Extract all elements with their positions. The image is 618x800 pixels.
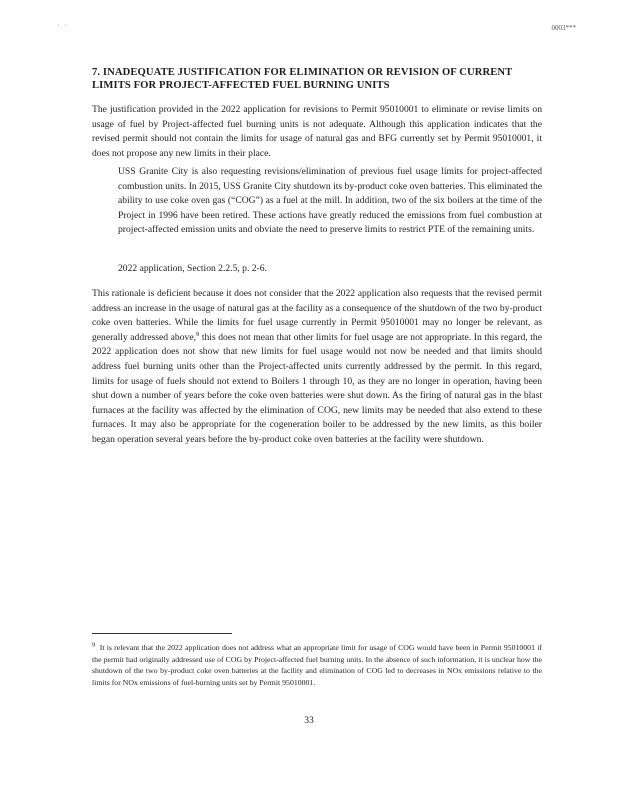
footnote bbox=[92, 642, 542, 688]
body-paragraph-1: The justification provided in the 2022 application for revisions to Permit 95010001 to eliminate or revise limits on usage of fuel by Project-affected fuel burning units is not adequate. Although this application indicates that the revised permit should not contain the limits for usage of natural gas and BFG currently set by Permit 95010001, it does not propose any new limits in their place. bbox=[92, 104, 542, 159]
body-paragraph-2 bbox=[92, 287, 542, 448]
footnote-divider bbox=[92, 633, 232, 634]
bates-number: 0003*** bbox=[551, 24, 576, 32]
footnote-text: It is relevant that the 2022 application does not address what an appropriate limit for usage of COG would have been in Permit 95010001 if the permit had originally addressed use of COG by Project-affected fuel burning units. In the absence of such information, it is unclear how the shutdown of the two by-product coke oven batteries at the facility and elimination of COG led to decreases in NOx emissions relative to the limits for NOx emissions of fuel-burning units set by Permit 95010001. bbox=[92, 643, 542, 687]
footnote-reference: 9 bbox=[195, 330, 200, 338]
block-quote: USS Granite City is also requesting revisions/elimination of previous fuel usage limits for project-affected combustion units. In 2015, USS Granite City shutdown its by-product coke oven batteries. This eliminated the ability to use coke oven gas (“COG”) as a fuel at the mill. In addition, two of the six boilers at the time of the Project in 1996 have been retired. These actions have greatly reduced the emissions from fuel combustion at project-affected emission units and obviate the need to preserve limits to restrict PTE of the remaining units. bbox=[118, 166, 542, 236]
corner-mark: ' ' bbox=[58, 24, 68, 30]
quote-citation: 2022 application, Section 2.2.5, p. 2-6. bbox=[118, 263, 267, 274]
section-heading: 7. INADEQUATE JUSTIFICATION FOR ELIMINATION OR REVISION OF CURRENT LIMITS FOR PROJECT-AFFECTED FUEL BURNING UNITS bbox=[92, 67, 513, 91]
paragraph-2-text-a: This rationale is deficient because it does not consider that the 2022 application also requests that the revised permit address an increase in the usage of natural gas at the facility as a consequence of the shutdown of the two by-product coke oven batteries. While the limits for fuel usage currently in Permit 95010001 may no longer be relevant, as generally addressed above, bbox=[92, 288, 542, 343]
page-number: 33 bbox=[304, 715, 314, 726]
footnote-marker: 9 bbox=[92, 641, 96, 649]
paragraph-2-text-b: this does not mean that other limits for fuel usage are not appropriate. In this regard, the 2022 application does not show that new limits for fuel usage would not now be needed and that limits should address fuel burning units other than the Project-affected units currently addressed by the permit. In this regard, limits for usage of fuels should not extend to Boilers 1 through 10, as they are no longer in operation, having been shut down a number of years before the coke oven batteries were shut down. As the firing of natural gas in the blast furnaces at the facility was affected by the elimination of COG, new limits may be needed that also extend to these furnaces. It may also be appropriate for the cogeneration boiler to be addressed by the new limits, as this boiler began operation several years before the by-product coke oven batteries at the facility were shutdown. bbox=[92, 331, 542, 445]
